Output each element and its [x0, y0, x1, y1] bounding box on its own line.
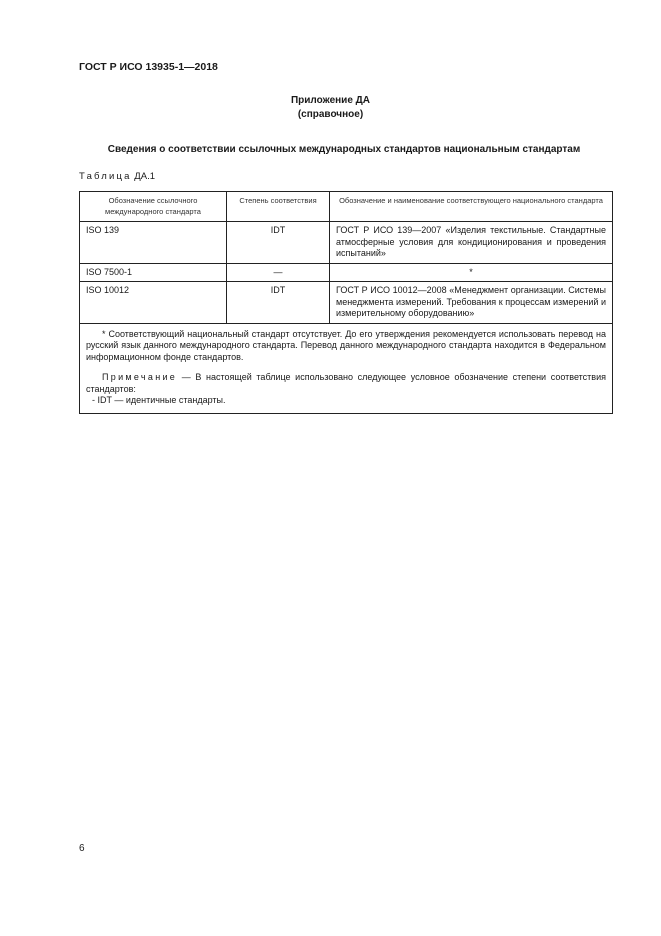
- annex-block: [0, 94, 661, 122]
- cell-ref: ISO 10012: [80, 282, 227, 324]
- table-caption-number: ДА.1: [134, 171, 155, 182]
- table-row: [80, 282, 613, 324]
- cell-ref: ISO 139: [80, 222, 227, 264]
- cell-degree: —: [227, 263, 330, 282]
- header-degree: Степень соответствия: [227, 192, 330, 222]
- table-row: [80, 222, 613, 264]
- footnote-text: * Соответствующий национальный стандарт отсутствует. До его утверждения рекомендуется использовать перевод на русский язык данного международного стандарта. Перевод данного международного стандарта находится в Федеральном информационном фонде стандартов.: [86, 328, 606, 362]
- standards-table: [79, 191, 613, 414]
- document-header: ГОСТ Р ИСО 13935-1—2018: [79, 61, 218, 73]
- cell-degree: IDT: [227, 282, 330, 324]
- page-number: 6: [79, 843, 85, 854]
- cell-national: ГОСТ Р ИСО 10012—2008 «Менеджмент организации. Системы менеджмента измерений. Требования к процессам измерений и измерительному оборудованию»: [330, 282, 613, 324]
- note-paragraph: [86, 372, 606, 395]
- header-ref: Обозначение ссылочного международного стандарта: [80, 192, 227, 222]
- table-caption-prefix: Таблица: [79, 171, 132, 182]
- footnote-cell: [80, 323, 613, 413]
- table-caption: [79, 171, 155, 182]
- note-text: — В настоящей таблице использовано следующее условное обозначение степени соответствия стандартов:: [86, 372, 606, 394]
- table-footnote-row: [80, 323, 613, 413]
- table-header-row: [80, 192, 613, 222]
- annex-title: Приложение ДА: [290, 95, 371, 106]
- note-list-item: - IDT — идентичные стандарты.: [92, 395, 226, 405]
- header-national: Обозначение и наименование соответствующего национального стандарта: [330, 192, 613, 222]
- note-label: Примечание: [102, 372, 178, 382]
- table-row: [80, 263, 613, 282]
- cell-degree: IDT: [227, 222, 330, 264]
- annex-heading: Сведения о соответствии ссылочных международных стандартов национальным стандартам: [107, 144, 581, 155]
- annex-subtitle: (справочное): [297, 109, 364, 120]
- cell-ref: ISO 7500-1: [80, 263, 227, 282]
- cell-national: *: [330, 263, 613, 282]
- cell-national: ГОСТ Р ИСО 139—2007 «Изделия текстильные. Стандартные атмосферные условия для кондиционирования и проведения испытаний»: [330, 222, 613, 264]
